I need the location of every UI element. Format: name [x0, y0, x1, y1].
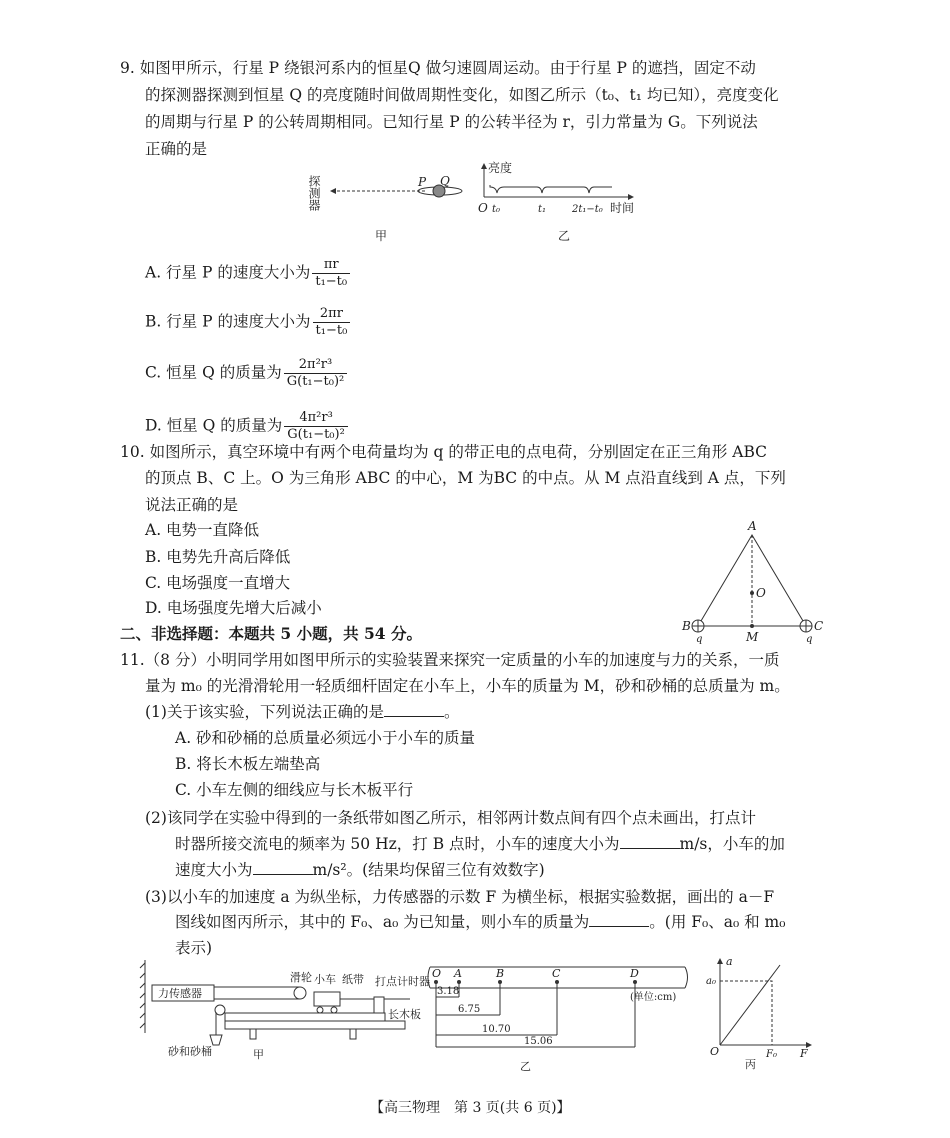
q10-line: 10. 如图所示，真空环境中有两个电荷量均为 q 的带正电的点电荷，分别固定在正三角形 ABC — [120, 443, 768, 461]
svg-text:F₀: F₀ — [766, 1049, 777, 1060]
answer-blank[interactable] — [620, 834, 680, 849]
svg-text:长木板: 长木板 — [388, 1008, 421, 1021]
svg-text:Q: Q — [440, 174, 450, 188]
page-footer: 【高三物理 第 3 页(共 6 页)】 — [370, 1100, 571, 1116]
svg-text:A: A — [748, 519, 757, 533]
q11-line: 11.（8 分）小明同学用如图甲所示的实验装置来探究一定质量的小车的加速度与力的关系，一质 — [120, 651, 780, 669]
svg-text:q: q — [806, 634, 813, 645]
svg-text:t₀: t₀ — [492, 204, 501, 215]
svg-text:乙: 乙 — [520, 1060, 531, 1073]
q9-figures — [300, 155, 650, 245]
answer-blank[interactable] — [384, 702, 444, 717]
q11-p1-option-b[interactable]: B. 将长木板左端垫高 — [175, 755, 321, 773]
q10-line: 的顶点 B、C 上。O 为三角形 ABC 的中心，M 为BC 的中点。从 M 点沿直线到 A 点，下列 — [145, 469, 786, 487]
q11-line: 量为 m₀ 的光滑滑轮用一轻质细杆固定在小车上，小车的质量为 M，砂和砂桶的总质量为 m。 — [145, 677, 790, 695]
q9-line: 9. 如图甲所示，行星 P 绕银河系内的恒星Q 做匀速圆周运动。由于行星 P 的遮挡，固定不动 — [120, 59, 756, 77]
svg-text:a: a — [726, 955, 733, 968]
svg-text:(单位:cm): (单位:cm) — [630, 992, 677, 1003]
q10-triangle-figure — [680, 515, 830, 645]
svg-text:O: O — [478, 201, 488, 215]
answer-blank[interactable] — [253, 860, 313, 875]
svg-text:t₁: t₁ — [538, 204, 547, 215]
detector-label: 探测器 — [307, 175, 321, 211]
q11-p1-option-c[interactable]: C. 小车左侧的细线应与长木板平行 — [175, 781, 414, 799]
svg-text:O: O — [710, 1045, 720, 1058]
q10-option-b[interactable]: B. 电势先升高后降低 — [145, 548, 291, 566]
svg-text:15.06: 15.06 — [524, 1036, 553, 1047]
svg-text:O: O — [432, 967, 442, 980]
svg-text:F: F — [800, 1047, 808, 1060]
svg-text:纸带: 纸带 — [342, 973, 364, 986]
q9-option-a[interactable]: A. 行星 P 的速度大小为 $\frac{\pi r}{\text{t₁−t₀}}$ — [145, 257, 352, 290]
q11-part3-line: 图线如图丙所示，其中的 F₀、a₀ 为已知量，则小车的质量为 。(用 F₀、a₀ 和 m₀ — [175, 913, 786, 931]
answer-blank[interactable] — [589, 912, 649, 927]
svg-text:P: P — [418, 175, 427, 189]
svg-text:亮度: 亮度 — [488, 161, 513, 175]
q11-part2-line: 速度大小为 m/s²。(结果均保留三位有效数字) — [175, 861, 545, 879]
svg-text:时间: 时间 — [610, 201, 635, 215]
brightness-curve — [490, 185, 612, 193]
q11-part2-line: (2)该同学在实验中得到的一条纸带如图乙所示，相邻两计数点间有四个点未画出，打点计 — [145, 809, 756, 827]
svg-text:C: C — [814, 619, 824, 633]
q9-option-b[interactable]: B. 行星 P 的速度大小为 $\frac{2\pi r}{\text{t₁−t₀}}$ — [145, 306, 352, 339]
section-heading: 二、非选择题：本题共 5 小题，共 54 分。 — [120, 624, 422, 643]
q9-line: 的探测器探测到恒星 Q 的亮度随时间做周期性变化，如图乙所示（t₀、t₁ 均已知），亮度变化 — [145, 86, 779, 104]
svg-text:6.75: 6.75 — [458, 1004, 481, 1015]
q10-line: 说法正确的是 — [145, 496, 239, 514]
svg-text:O: O — [756, 586, 766, 600]
q9-option-d[interactable]: D. 恒星 Q 的质量为 $\frac{\text{4π²r³}}{\text{G(t₁−t₀)²}}$ — [145, 410, 350, 443]
svg-text:a₀: a₀ — [706, 976, 716, 987]
svg-text:丙: 丙 — [745, 1058, 756, 1071]
q11-part3-line: 表示) — [175, 939, 213, 957]
svg-text:2t₁−t₀: 2t₁−t₀ — [572, 204, 603, 215]
svg-text:打点计时器: 打点计时器 — [375, 975, 430, 988]
cart — [314, 992, 340, 1006]
q10-option-c[interactable]: C. 电场强度一直增大 — [145, 574, 291, 592]
svg-text:力传感器: 力传感器 — [158, 987, 202, 1000]
q9-line: 正确的是 — [145, 140, 208, 158]
svg-text:M: M — [746, 630, 759, 644]
q11-part2-line: 时器所接交流电的频率为 50 Hz，打 B 点时，小车的速度大小为 m/s，小车的加 — [175, 835, 785, 853]
q10-option-a[interactable]: A. 电势一直降低 — [145, 521, 260, 539]
q11-p1-option-a[interactable]: A. 砂和砂桶的总质量必须远小于小车的质量 — [175, 729, 476, 747]
q11-part1: (1)关于该实验，下列说法正确的是 。 — [145, 703, 460, 721]
svg-text:C: C — [552, 967, 561, 980]
svg-text:3.18: 3.18 — [437, 986, 460, 997]
svg-text:甲: 甲 — [253, 1048, 264, 1061]
svg-text:A: A — [454, 967, 462, 980]
svg-text:B: B — [496, 967, 505, 980]
q11-part3-line: (3)以小车的加速度 a 为纵坐标，力传感器的示数 F 为横坐标，根据实验数据，画出的 a－F — [145, 888, 775, 906]
q11-figures — [130, 955, 820, 1080]
q10-option-d[interactable]: D. 电场强度先增大后减小 — [145, 599, 322, 617]
a-f-line — [720, 965, 780, 1045]
svg-text:D: D — [630, 967, 639, 980]
q9-line: 的周期与行星 P 的公转周期相同。已知行星 P 的公转半径为 r，引力常量为 G。下列说法 — [145, 113, 758, 131]
svg-text:10.70: 10.70 — [482, 1024, 511, 1035]
svg-text:B: B — [682, 619, 691, 633]
svg-text:小车: 小车 — [314, 973, 336, 986]
svg-text:q: q — [696, 634, 703, 645]
svg-text:滑轮: 滑轮 — [290, 971, 312, 984]
caption-yi: 乙 — [558, 229, 571, 243]
caption-jia: 甲 — [375, 229, 388, 243]
svg-text:砂和砂桶: 砂和砂桶 — [168, 1045, 212, 1058]
q9-option-c[interactable]: C. 恒星 Q 的质量为 $\frac{\text{2π²r³}}{\text{G(t₁−t₀)²}}$ — [145, 357, 349, 390]
